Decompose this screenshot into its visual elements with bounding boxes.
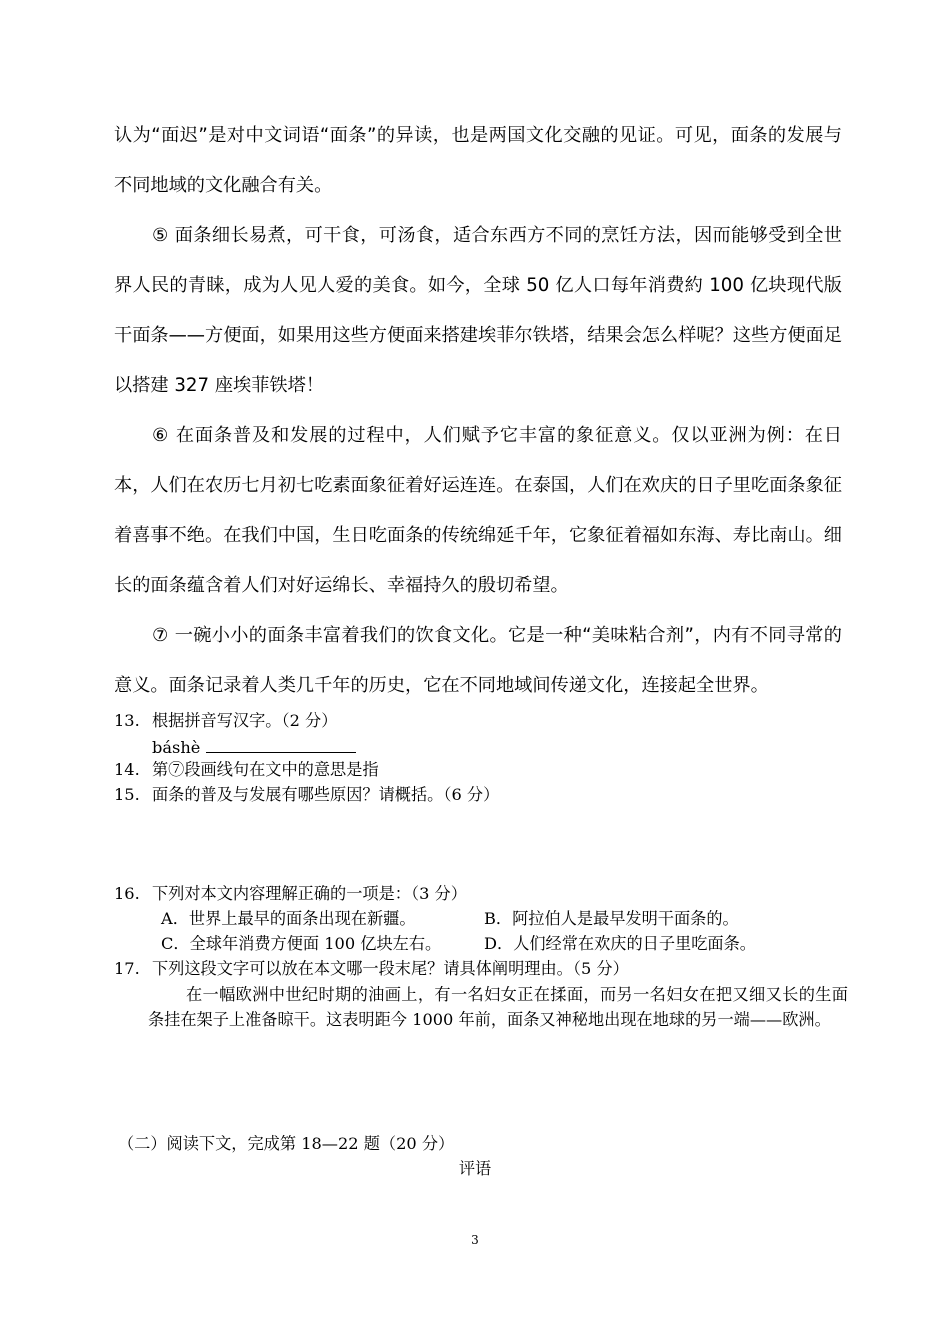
question-number: 17. xyxy=(114,959,140,978)
option-c: C．全球年消费方便面 100 亿块左右。 xyxy=(161,934,442,953)
question-text: 下列这段文字可以放在本文哪一段末尾？请具体阐明理由。（5 分） xyxy=(152,959,629,978)
section-heading: （二）阅读下文，完成第 18—22 题（20 分） xyxy=(118,1134,455,1153)
paragraph-6: ⑥ 在面条普及和发展的过程中，人们赋予它丰富的象征意义。仅以亚洲为例：在日本，人们在农历七月初七吃素面象征着好运连连。在泰国，人们在欢庆的日子里吃面条象征着喜事不绝。在我们中国，生日吃面条的传统绵延千年，它象征着福如东海、寿比南山。细长的面条蕴含着人们对好运绵长、幸福持久的殷切希望。 xyxy=(114,425,842,596)
paragraph-4-tail: 认为“面迟”是对中文词语“面条”的异读，也是两国文化交融的见证。可见，面条的发展与不同地域的文化融合有关。 xyxy=(114,125,842,196)
question-text: 第⑦段画线句在文中的意思是指 xyxy=(152,760,379,779)
answer-blank[interactable] xyxy=(206,734,356,753)
question-15 xyxy=(114,783,854,807)
option-a: A．世界上最早的面条出现在新疆。 xyxy=(161,909,416,928)
article-title: 评语 xyxy=(458,1159,492,1178)
question-text: 根据拼音写汉字。（2 分） xyxy=(152,711,338,730)
pinyin: báshè xyxy=(152,738,201,757)
question-number: 15. xyxy=(114,785,140,804)
question-number: 13. xyxy=(114,711,140,730)
question-13 xyxy=(114,709,854,733)
page-number: 3 xyxy=(471,1233,479,1247)
pinyin-line xyxy=(152,734,356,760)
question-text: 下列对本文内容理解正确的一项是：（3 分） xyxy=(152,884,467,903)
question-16 xyxy=(114,882,854,906)
option-b: B．阿拉伯人是最早发明干面条的。 xyxy=(484,909,739,928)
question-number: 14. xyxy=(114,760,140,779)
option-d: D．人们经常在欢庆的日子里吃面条。 xyxy=(484,934,756,953)
question-text: 面条的普及与发展有哪些原因？请概括。（6 分） xyxy=(152,785,500,804)
question-17 xyxy=(114,957,854,981)
paragraph-5: ⑤ 面条细长易煮，可干食，可汤食，适合东西方不同的烹饪方法，因而能够受到全世界人民的青睐，成为人见人爱的美食。如今，全球 50 亿人口每年消费約 100 亿块现代版干面条——方便面，如果用这些方便面来搭建埃菲尔铁塔，结果会怎么样呢？这些方便面足以搭建 327 座埃菲铁塔！ xyxy=(114,225,842,396)
question-number: 16. xyxy=(114,884,140,903)
question-14 xyxy=(114,758,854,782)
paragraph-7: ⑦ 一碗小小的面条丰富着我们的饮食文化。它是一种“美味粘合剂”，内有不同寻常的意义。面条记录着人类几千年的历史，它在不同地域间传递文化，连接起全世界。 xyxy=(114,625,842,696)
quoted-passage: 在一幅欧洲中世纪时期的油画上，有一名妇女正在揉面，而另一名妇女在把又细又长的生面条挂在架子上准备晾干。这表明距今 1000 年前，面条又神秘地出现在地球的另一端——欧洲。 xyxy=(148,985,848,1029)
